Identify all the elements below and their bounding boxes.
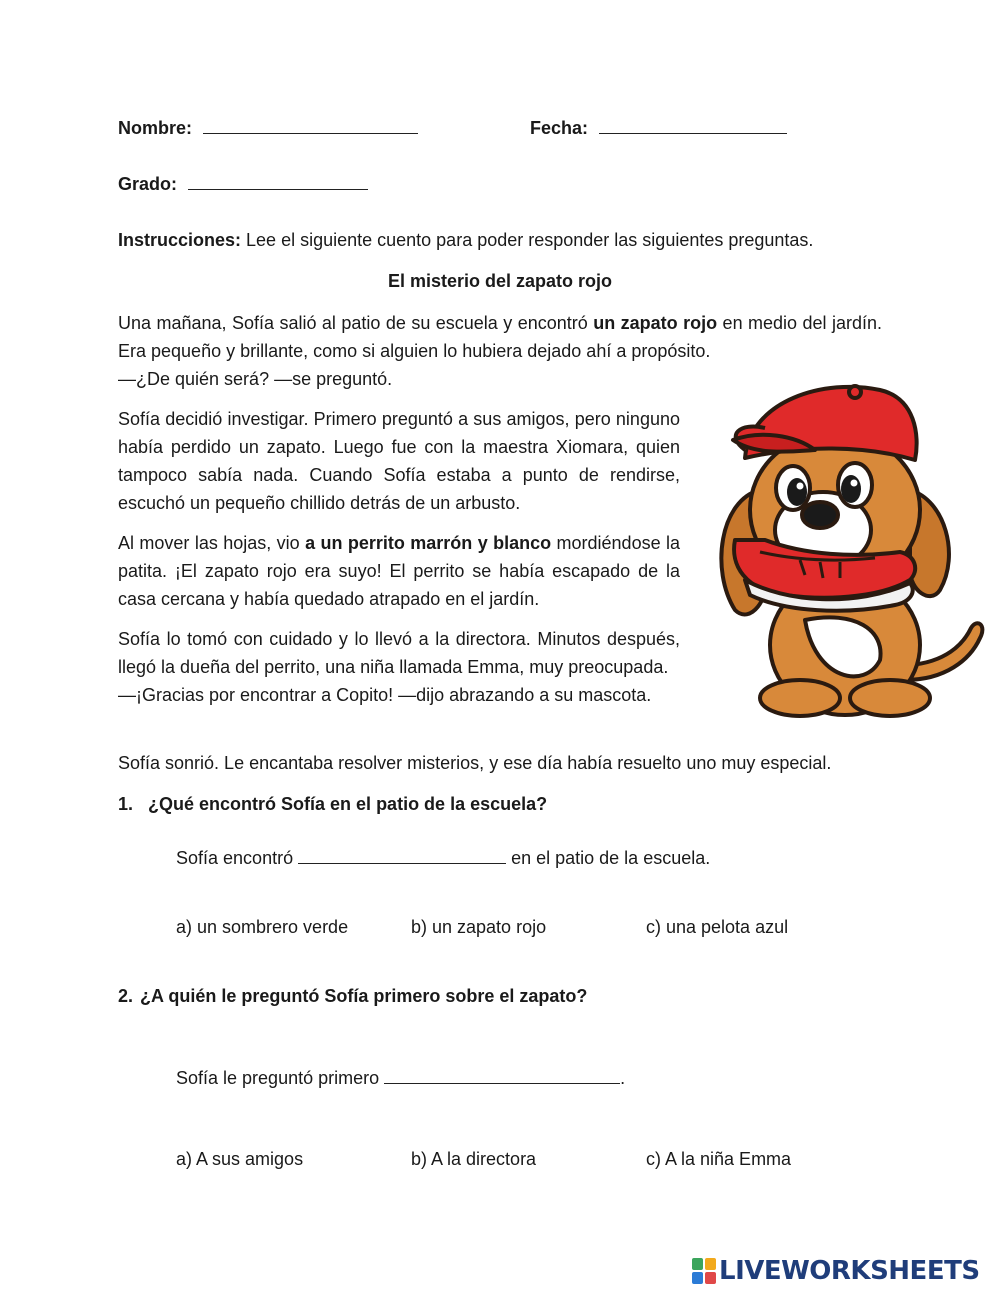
p4-text: Sofía lo tomó con cuidado y lo llevó a la directora. Minutos después, llegó la dueña del perrito, una niña llamada Emma, muy preocupada. xyxy=(118,629,680,677)
story-title: El misterio del zapato rojo xyxy=(387,271,613,291)
p3-text-b: mordiéndose la patita. ¡El zapato rojo era suyo! El perrito se había escapado de la casa cercana y había quedado atrapado en el jardín. xyxy=(118,533,680,609)
q2-answer-blank[interactable] xyxy=(384,1082,620,1084)
grade-input-line[interactable] xyxy=(188,188,368,190)
name-label: Nombre: xyxy=(118,118,193,138)
question-2-number: 2. xyxy=(118,986,134,1006)
question-1-sentence xyxy=(176,848,710,869)
question-2-heading xyxy=(118,986,587,1007)
p1-dialogue: —¿De quién será? —se preguntó. xyxy=(118,369,393,389)
grade-field-row xyxy=(118,174,368,195)
p1-text-a: Una mañana, Sofía salió al patio de su escuela y encontró xyxy=(118,313,594,333)
q1-sentence-after: en el patio de la escuela. xyxy=(506,848,711,868)
q1-answer-blank[interactable] xyxy=(298,862,506,864)
q1-option-a[interactable]: a) un sombrero verde xyxy=(176,917,349,937)
story-paragraph-2 xyxy=(118,405,680,517)
story-paragraph-4 xyxy=(118,625,680,709)
question-1-number: 1. xyxy=(118,794,134,814)
liveworksheets-logo xyxy=(692,1256,980,1286)
p1-text-b: en medio del jardín. Era pequeño y brillante, como si alguien lo hubiera dejado ahí a propósito. xyxy=(118,313,882,361)
instructions-text: Lee el siguiente cuento para poder responder las siguientes preguntas. xyxy=(241,230,814,250)
instructions-label: Instrucciones: xyxy=(118,230,242,250)
liveworksheets-brand-text: LIVEWORKSHEETS xyxy=(719,1256,980,1286)
date-field-row xyxy=(530,118,787,139)
story-paragraph-3 xyxy=(118,529,680,613)
q2-option-c[interactable]: c) A la niña Emma xyxy=(646,1149,792,1169)
name-input-line[interactable] xyxy=(203,132,418,134)
q1-sentence-before: Sofía encontró xyxy=(176,848,299,868)
q2-option-b[interactable]: b) A la directora xyxy=(411,1149,537,1169)
q1-option-c[interactable]: c) una pelota azul xyxy=(646,917,789,937)
question-2-sentence xyxy=(176,1068,625,1089)
story-paragraph-5 xyxy=(118,749,918,777)
puppy-with-red-shoe-illustration xyxy=(705,380,990,730)
q2-option-a[interactable]: a) A sus amigos xyxy=(176,1149,304,1169)
p3-text-a: Al mover las hojas, vio xyxy=(118,533,306,553)
grade-label: Grado: xyxy=(118,174,178,194)
p3-bold: a un perrito marrón y blanco xyxy=(305,533,552,553)
p1-bold: un zapato rojo xyxy=(593,313,718,333)
p5-text: Sofía sonrió. Le encantaba resolver misterios, y ese día había resuelto uno muy especial. xyxy=(118,753,832,773)
question-2-text: ¿A quién le preguntó Sofía primero sobre el zapato? xyxy=(140,986,588,1006)
date-input-line[interactable] xyxy=(599,132,787,134)
q2-sentence-before: Sofía le preguntó primero xyxy=(176,1068,385,1088)
question-1-heading xyxy=(118,794,547,815)
p2-text: Sofía decidió investigar. Primero preguntó a sus amigos, pero ninguno había perdido un zapato. Luego fue con la maestra Xiomara, quien tampoco sabía nada. Cuando Sofía estaba a punto de rendirse, escuchó un pequeño chillido detrás de un arbusto. xyxy=(118,409,680,513)
q2-sentence-after: . xyxy=(620,1068,626,1088)
instructions xyxy=(118,230,813,251)
p4-dialogue: —¡Gracias por encontrar a Copito! —dijo abrazando a su mascota. xyxy=(118,685,652,705)
name-field-row xyxy=(118,118,418,139)
q1-option-b[interactable]: b) un zapato rojo xyxy=(411,917,547,937)
question-1-text: ¿Qué encontró Sofía en el patio de la escuela? xyxy=(148,794,548,814)
liveworksheets-logo-icon xyxy=(692,1258,716,1284)
date-label: Fecha: xyxy=(530,118,589,138)
